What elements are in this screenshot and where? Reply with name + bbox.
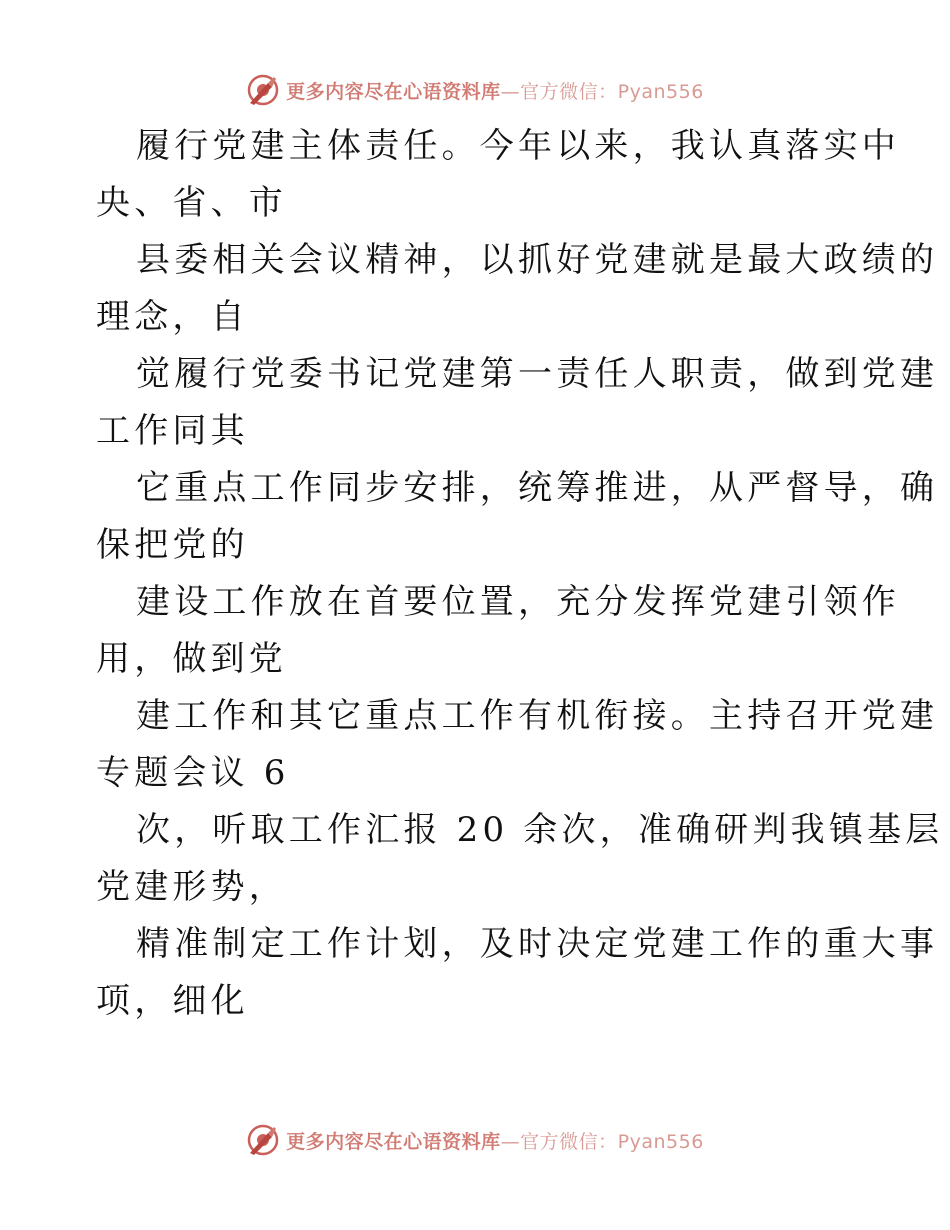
watermark-text: 更多内容尽在心语资料库—官方微信：Pyan556 [286,1130,704,1153]
paragraph [96,574,900,688]
paragraph-line: 理念，自 [96,297,249,337]
pen-logo-icon [246,73,280,107]
paragraph-line: 专题会议 6 [96,753,290,793]
paragraph [96,232,939,346]
paragraph [96,802,944,916]
paragraph-line: 履行党建主体责任。今年以来，我认真落实中 [136,126,900,166]
paragraph-line: 项，细化 [96,981,249,1021]
paragraph-line: 觉履行党委书记党建第一责任人职责，做到党建 [136,354,939,394]
paragraph [96,916,939,1030]
paragraph [96,346,939,460]
paragraph-line: 工作同其 [96,411,249,451]
paragraph-line: 精准制定工作计划，及时决定党建工作的重大事 [136,924,939,964]
paragraph-line: 保把党的 [96,525,249,565]
document-body [96,118,944,1030]
paragraph-line: 央、省、市 [96,183,287,223]
paragraph [96,118,900,232]
paragraph [96,460,939,574]
paragraph-line: 县委相关会议精神，以抓好党建就是最大政绩的 [136,240,939,280]
paragraph-line: 党建形势， [96,867,287,907]
paragraph-line: 用，做到党 [96,639,287,679]
header-watermark [0,70,950,110]
paragraph [96,688,939,802]
footer-watermark [0,1120,950,1160]
pen-logo-icon [246,1123,280,1157]
paragraph-line: 建工作和其它重点工作有机衔接。主持召开党建 [136,696,939,736]
paragraph-line: 次，听取工作汇报 20 余次，准确研判我镇基层 [136,810,944,850]
paragraph-line: 它重点工作同步安排，统筹推进，从严督导，确 [136,468,939,508]
paragraph-line: 建设工作放在首要位置，充分发挥党建引领作 [136,582,900,622]
watermark-text: 更多内容尽在心语资料库—官方微信：Pyan556 [286,80,704,103]
